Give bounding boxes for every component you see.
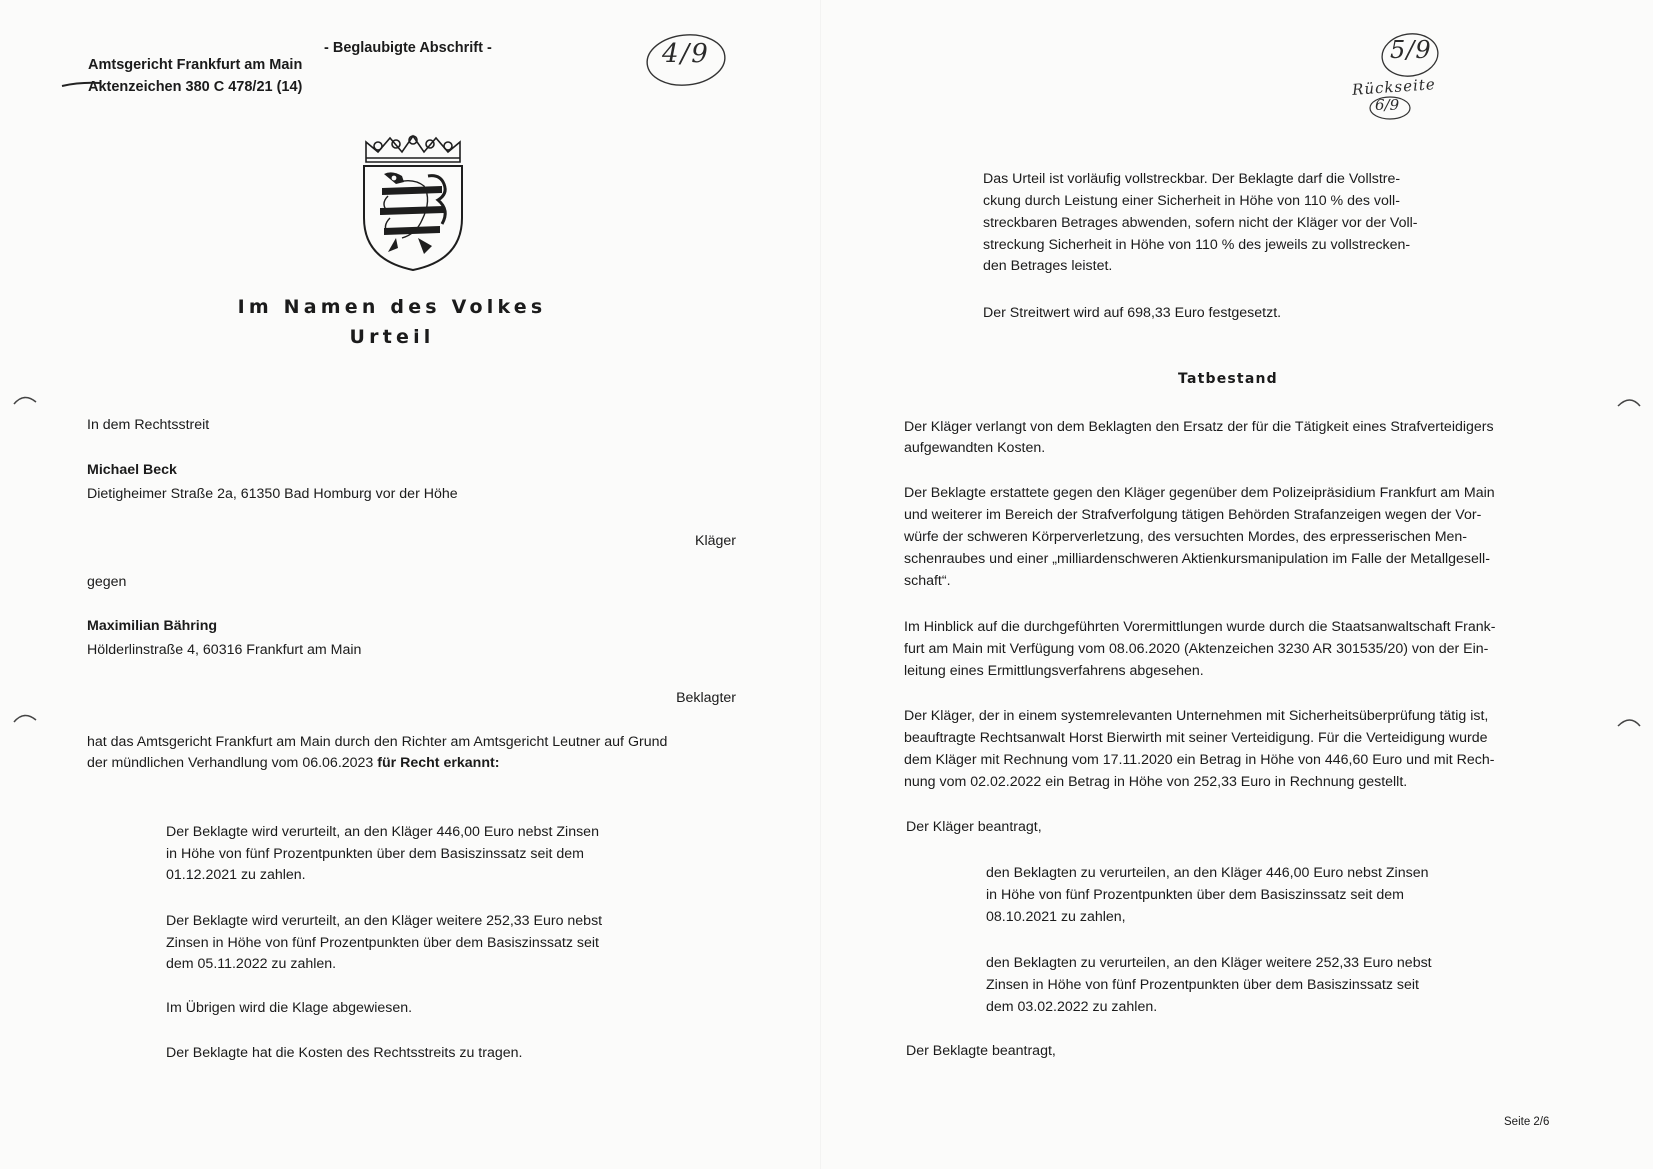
ruling-line: 01.12.2021 zu zahlen. [166, 867, 306, 883]
punch-hole-mark [10, 390, 40, 410]
punch-hole-mark [10, 708, 40, 728]
ruling-line: Der Beklagte hat die Kosten des Rechtsstreits zu tragen. [166, 1045, 523, 1061]
text-line: furt am Main mit Verfügung vom 08.06.2020 (Aktenzeichen 3230 AR 301535/20) von der Ein- [904, 641, 1489, 657]
recital-line-2 [87, 753, 499, 775]
punch-hole-mark [1614, 394, 1644, 414]
strike-mark [60, 80, 102, 88]
text-line: aufgewandten Kosten. [904, 440, 1046, 456]
certified-copy-stamp: - Beglaubigte Abschrift - [324, 40, 492, 56]
text-line: ckung durch Leistung einer Sicherheit in Höhe von 110 % des voll- [983, 193, 1400, 209]
recital-verdict-phrase: für Recht erkannt: [377, 755, 500, 771]
hesse-coat-of-arms-logo [358, 134, 468, 272]
defendant-name: Maximilian Bähring [87, 618, 218, 634]
ruling-line: Im Übrigen wird die Klage abgewiesen. [166, 1000, 413, 1016]
text-line: Der Kläger beantragt, [906, 819, 1042, 835]
text-line: streckung Sicherheit in Höhe von 110 % des jeweils zu vollstrecken- [983, 237, 1411, 253]
ruling-line: Der Beklagte wird verurteilt, an den Kläger weitere 252,33 Euro nebst [166, 913, 603, 929]
motion-line: in Höhe von fünf Prozentpunkten über dem Basiszinssatz seit dem [986, 887, 1404, 903]
handwritten-page-number-small: 6/9 [1375, 96, 1400, 114]
motion-line: den Beklagten zu verurteilen, an den Kläger weitere 252,33 Euro nebst [986, 955, 1432, 971]
page-number: Seite 2/6 [1504, 1116, 1550, 1128]
recital-line-2-text: der mündlichen Verhandlung vom 06.06.2023 [87, 755, 378, 771]
court-name: Amtsgericht Frankfurt am Main [88, 57, 303, 73]
handwritten-page-number: 5/9 [1390, 36, 1432, 64]
text-line: Im Hinblick auf die durchgeführten Vorermittlungen wurde durch die Staatsanwaltschaft Frank- [904, 619, 1496, 635]
handwritten-page-number: 4/9 [662, 39, 710, 69]
closing-line: Der Beklagte beantragt, [906, 1043, 1056, 1059]
text-line: dem Kläger mit Rechnung vom 17.11.2020 ein Betrag in Höhe von 446,60 Euro und mit Rech- [904, 752, 1495, 768]
motion-line: 08.10.2021 zu zahlen, [986, 909, 1126, 925]
text-line: Der Kläger verlangt von dem Beklagten den Ersatz der für die Tätigkeit eines Strafverteidigers [904, 419, 1494, 435]
motion-line: den Beklagten zu verurteilen, an den Kläger 446,00 Euro nebst Zinsen [986, 865, 1429, 881]
recital-line-1: hat das Amtsgericht Frankfurt am Main durch den Richter am Amtsgericht Leutner auf Grund [87, 734, 668, 750]
text-line: Der Kläger, der in einem systemrelevanten Unternehmen mit Sicherheitsüberprüfung tätig ist, [904, 708, 1489, 724]
versus-label: gegen [87, 574, 127, 590]
handwritten-note: Rückseite [1351, 75, 1437, 99]
text-line: Das Urteil ist vorläufig vollstreckbar. Der Beklagte darf die Vollstre- [983, 171, 1401, 187]
value-in-dispute: Der Streitwert wird auf 698,33 Euro festgesetzt. [983, 305, 1282, 321]
text-line: schaft“. [904, 573, 951, 589]
file-number: Aktenzeichen 380 C 478/21 (14) [88, 79, 303, 95]
text-line: Der Beklagte erstattete gegen den Kläger gegenüber dem Polizeipräsidium Frankfurt am Main [904, 485, 1495, 501]
text-line: streckbaren Betrages abwenden, sofern nicht der Kläger vor der Voll- [983, 215, 1418, 231]
ruling-line: in Höhe von fünf Prozentpunkten über dem Basiszinssatz seit dem [166, 846, 584, 862]
defendant-address: Hölderlinstraße 4, 60316 Frankfurt am Main [87, 642, 362, 658]
title-judgment: Urteil [349, 326, 435, 348]
text-line: leitung eines Ermittlungsverfahrens abgesehen. [904, 663, 1204, 679]
plaintiff-name: Michael Beck [87, 462, 177, 478]
text-line: beauftragte Rechtsanwalt Horst Bierwirth mit seiner Verteidigung. Für die Verteidigung wurde [904, 730, 1488, 746]
text-line: und weiterer im Bereich der Strafverfolgung tätigen Behörden Strafanzeigen wegen der Vor- [904, 507, 1482, 523]
ruling-line: Zinsen in Höhe von fünf Prozentpunkten über dem Basiszinssatz seit [166, 935, 599, 951]
motion-line: dem 03.02.2022 zu zahlen. [986, 999, 1158, 1015]
ruling-line: Der Beklagte wird verurteilt, an den Kläger 446,00 Euro nebst Zinsen [166, 824, 599, 840]
ruling-line: dem 05.11.2022 zu zahlen. [166, 956, 337, 972]
proceedings-intro: In dem Rechtsstreit [87, 417, 210, 433]
title-in-the-name-of-the-people: Im Namen des Volkes [237, 296, 547, 318]
defendant-role: Beklagter [676, 690, 736, 706]
plaintiff-role: Kläger [694, 533, 736, 549]
text-line: nung vom 02.02.2022 ein Betrag in Höhe von 252,33 Euro in Rechnung gestellt. [904, 774, 1408, 790]
text-line: schenraubes und einer „milliardenschweren Aktienkursmanipulation im Falle der Metallgesell- [904, 551, 1490, 567]
punch-hole-mark [1614, 714, 1644, 734]
text-line: würfe der schweren Körperverletzung, des versuchten Mordes, des erpresserischen Men- [904, 529, 1468, 545]
plaintiff-address: Dietigheimer Straße 2a, 61350 Bad Homburg vor der Höhe [87, 486, 458, 502]
motion-line: Zinsen in Höhe von fünf Prozentpunkten über dem Basiszinssatz seit [986, 977, 1419, 993]
section-title-facts: Tatbestand [1178, 371, 1278, 387]
text-line: den Betrages leistet. [983, 258, 1113, 274]
page-spine [820, 0, 821, 1169]
